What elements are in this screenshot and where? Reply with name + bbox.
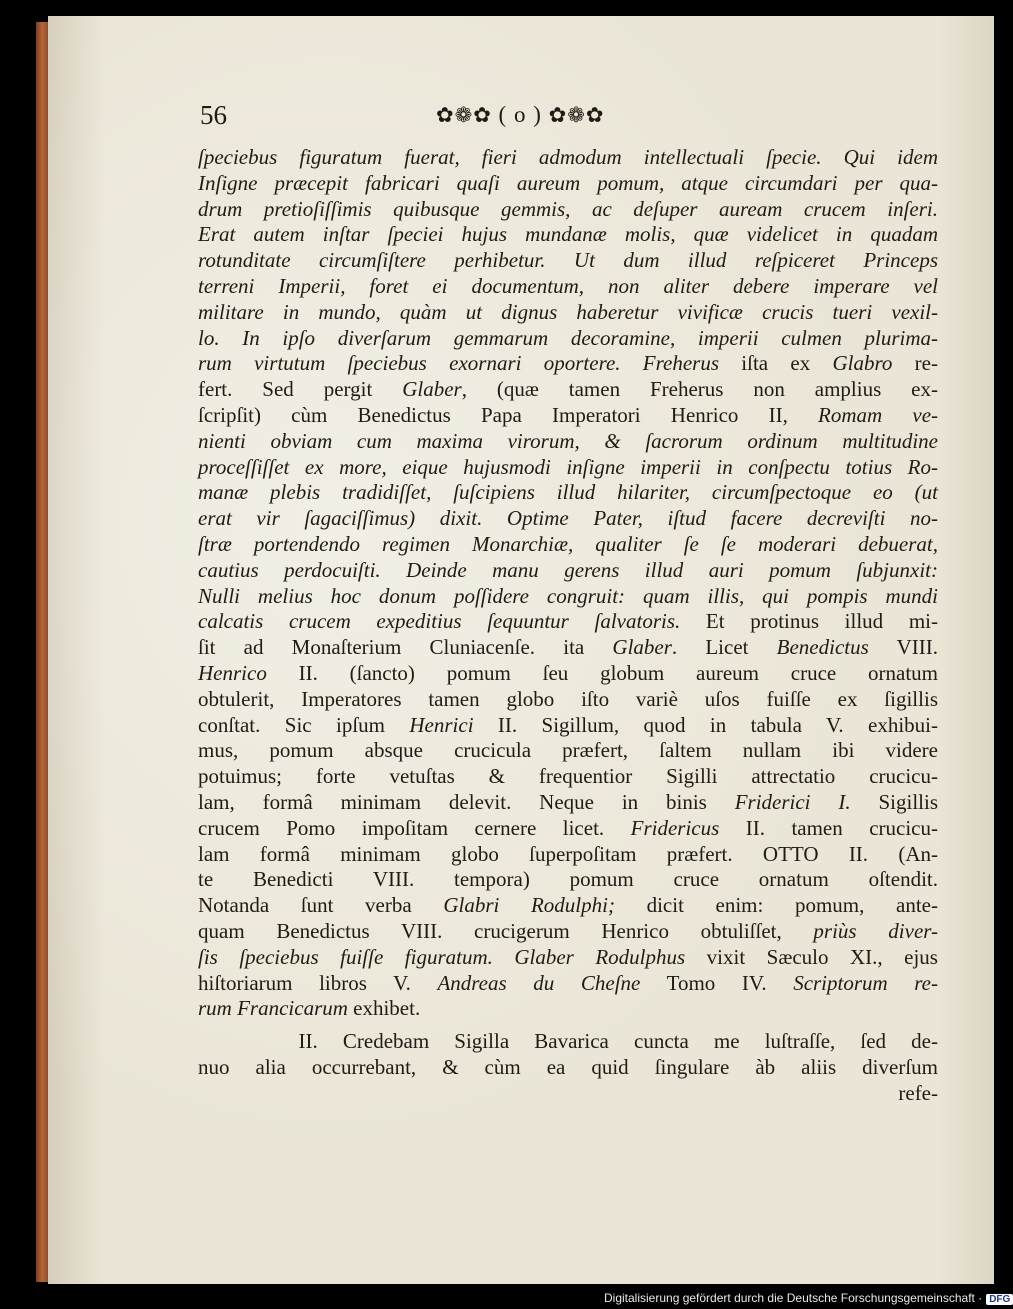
text-run: Nulli melius hoc donum poſſidere congruit: quam illis, qui pompis mundi — [198, 583, 938, 608]
text-line — [198, 996, 938, 1022]
text-line — [198, 971, 938, 997]
text-run: drum pretioſiſſimis quibusque gemmis, ac deſuper auream crucem inſeri. — [198, 196, 938, 221]
text-run: , (quæ tamen Freherus non amplius ex- — [461, 377, 938, 402]
text-line — [198, 506, 938, 532]
text-run: Romam ve- — [818, 402, 939, 427]
text-line — [198, 455, 938, 481]
text-run: lo. In ipſo diverſarum gemmarum decoramine, imperii culmen plurima- — [198, 325, 938, 350]
header-ornament — [436, 102, 604, 128]
text-run: ſcripſit) cùm Benedictus Papa Imperatori Henrico II, — [198, 402, 819, 427]
text-line — [198, 558, 938, 584]
text-run: iſta ex — [719, 351, 833, 376]
text-run: calcatis crucem expeditius ſequuntur ſalvatoris. — [198, 609, 681, 634]
text-line — [198, 326, 938, 352]
text-run: priùs diver- — [813, 918, 939, 943]
text-run: Henrico — [198, 660, 267, 685]
text-line — [198, 480, 938, 506]
text-run: mus, pomum absque crucicula præfert, ſaltem nullam ibi videre — [198, 738, 938, 763]
text-run: Erat autem inſtar ſpeciei hujus mundanæ molis, quæ videlicet in quadam — [198, 222, 938, 247]
text-run: Glabro — [832, 351, 893, 376]
page-number: 56 — [200, 100, 227, 130]
text-line — [198, 584, 938, 610]
text-line — [198, 945, 938, 971]
text-run: crucem Pomo impoſitam cernere licet. — [198, 815, 631, 840]
text-line — [198, 300, 938, 326]
text-line — [198, 867, 938, 893]
text-line — [198, 842, 938, 868]
text-run: Glaber — [402, 377, 462, 402]
text-line — [198, 893, 938, 919]
text-run: ſpeciebus figuratum fuerat, fieri admodum intellectuali ſpecie. Qui idem — [198, 145, 938, 169]
text-run: rum Francicarum — [198, 996, 348, 1021]
text-run: Fridericus — [630, 815, 720, 840]
text-run: lam, formâ minimam delevit. Neque in binis — [198, 789, 735, 814]
text-line — [198, 609, 938, 635]
text-run: lam formâ minimam globo ſuperpoſitam præfert. OTTO II. (An- — [198, 841, 938, 866]
text-run: fert. Sed pergit — [198, 377, 403, 402]
page-header — [200, 100, 900, 140]
text-line — [198, 738, 938, 764]
text-run: terreni Imperii, foret ei documentum, non aliter debere imperare vel — [198, 273, 938, 298]
text-run: II. (ſancto) pomum ſeu globum aureum cruce ornatum — [266, 660, 938, 685]
text-run: exhibet. — [347, 996, 421, 1021]
text-run: vixit Sæculo XI., ejus — [685, 944, 938, 969]
text-run: rotunditate circumſiſtere perhibetur. Ut dum illud reſpiceret Princeps — [198, 248, 938, 273]
text-line — [198, 687, 938, 713]
text-run: erat vir ſagaciſſimus) dixit. Optime Pater, iſtud facere decreviſti no- — [198, 506, 938, 531]
paragraph-1 — [198, 145, 938, 1022]
text-run: obtulerit, Imperatores tamen globo iſto variè uſos fuiſſe ex ſigillis — [198, 686, 938, 711]
digitization-credit — [604, 1291, 1013, 1305]
text-run: proceſſiſſet ex more, eique hujusmodi inſigne imperii in conſpectu totius Ro- — [198, 454, 938, 479]
text-line — [198, 222, 938, 248]
text-run: ſit ad Monaſterium Cluniacenſe. ita — [198, 635, 613, 660]
text-line — [198, 532, 938, 558]
text-line — [198, 919, 938, 945]
text-run: Andreas du Cheſne — [437, 970, 641, 995]
text-run: Inſigne præcepit fabricari quaſi aureum pomum, atque circumdari per qua- — [198, 170, 938, 195]
text-run: Glabri Rodulphi; — [443, 893, 615, 918]
text-run: rum virtutum ſpeciebus exornari oportere. Freherus — [198, 351, 720, 376]
ornament-center: ( o ) — [498, 102, 542, 127]
text-line: II. Credebam Sigilla Bavarica cuncta me luſtraſſe, ſed de- — [198, 1029, 938, 1053]
ornament-left-icon: ✿❁✿ — [436, 103, 492, 127]
text-run: dicit enim: pomum, ante- — [614, 893, 938, 918]
text-line — [198, 274, 938, 300]
text-run: Benedictus — [776, 635, 869, 660]
text-run: Tomo IV. — [640, 970, 794, 995]
text-run: Friderici I. — [734, 789, 851, 814]
text-line — [198, 171, 938, 197]
text-run: potuimus; forte vetuſtas & frequentior Sigilli attrectatio crucicu- — [198, 764, 938, 789]
text-run: nienti obviam cum maxima virorum, & ſacrorum ordinum multitudine — [198, 428, 938, 453]
text-run: cautius perdocuiſti. Deinde manu gerens illud auri pomum ſubjunxit: — [198, 557, 938, 582]
credit-text: Digitalisierung gefördert durch die Deutsche Forschungsgemeinschaft · — [604, 1291, 983, 1305]
text-line: refe- — [898, 1080, 938, 1105]
text-run: te Benedicti VIII. tempora) pomum cruce ornatum oſtendit. — [198, 867, 938, 892]
text-run: VIII. — [868, 635, 938, 660]
text-run: Scriptorum re- — [793, 970, 938, 995]
text-run: conſtat. Sic ipſum — [198, 712, 410, 737]
dfg-logo: DFG — [986, 1294, 1013, 1305]
text-run: . Licet — [671, 635, 777, 660]
text-run: Glaber — [612, 635, 672, 660]
text-line — [198, 429, 938, 455]
text-run: ſtræ portendendo regimen Monarchiæ, qualiter ſe ſe moderari debuerat, — [198, 531, 938, 556]
text-run: II. tamen crucicu- — [719, 815, 938, 840]
text-run: Et protinus illud mi- — [680, 609, 938, 634]
text-line: nuo alia occurrebant, & cùm ea quid ſingulare àb aliis diverſum — [198, 1054, 938, 1079]
text-line — [198, 248, 938, 274]
text-line — [198, 635, 938, 661]
text-line — [198, 403, 938, 429]
text-line — [198, 816, 938, 842]
text-run: Sigillis — [850, 789, 938, 814]
text-line — [198, 145, 938, 171]
text-line — [198, 790, 938, 816]
text-run: II. Sigillum, quod in tabula V. exhibui- — [473, 712, 939, 737]
ornament-right-icon: ✿❁✿ — [548, 103, 605, 127]
text-run: militare in mundo, quàm ut dignus haberetur vivificæ crucis tueri vexil- — [198, 299, 938, 324]
text-line — [198, 661, 938, 687]
text-line — [198, 197, 938, 223]
text-run: Henrici — [409, 712, 474, 737]
text-run: manæ plebis tradidiſſet, ſuſcipiens illud hilariter, circumſpectoque eo (ut — [198, 480, 938, 505]
paragraph-2 — [198, 1028, 938, 1105]
text-line — [198, 377, 938, 403]
text-line — [198, 764, 938, 790]
text-run: quam Benedictus VIII. crucigerum Henrico obtuliſſet, — [198, 918, 814, 943]
text-run: Notanda ſunt verba — [198, 893, 444, 918]
text-line — [198, 351, 938, 377]
text-run: ſis ſpeciebus fuiſſe figuratum. Glaber Rodulphus — [198, 944, 686, 969]
text-line — [198, 713, 938, 739]
text-run: hiſtoriarum libros V. — [198, 970, 438, 995]
text-run: re- — [892, 351, 938, 376]
